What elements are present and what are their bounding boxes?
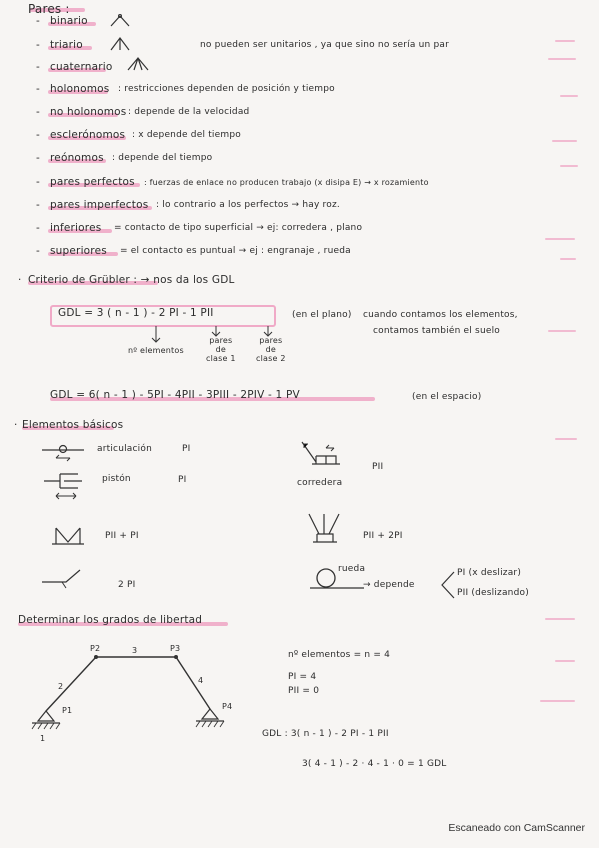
corredera-label: corredera [297, 478, 343, 488]
piston-p: PI [178, 475, 187, 485]
formula-space: GDL = 6( n - 1 ) - 5PI - 4PII - 3PIII - 2PIV - 1 PV [50, 389, 300, 401]
label-p2: P2 [90, 644, 101, 653]
par-no-holonomos: no holonomos [50, 106, 127, 118]
formula-plane: GDL = 3 ( n - 1 ) - 2 PI - 1 PII [58, 307, 214, 319]
reonomos-desc: : depende del tiempo [112, 153, 213, 163]
inferiores-desc: = contacto de tipo superficial → ej: corredera , plano [114, 223, 363, 233]
double-slider-icon [305, 512, 345, 548]
depende-label: → depende [363, 580, 415, 590]
gdl-calculation: 3( 4 - 1 ) - 2 · 4 - 1 · 0 = 1 GDL [302, 759, 447, 769]
label-link-3: 3 [132, 646, 138, 655]
binario-symbol-icon [108, 12, 138, 32]
label-pares-clase-2: pares de clase 2 [256, 336, 286, 363]
par-triario: triario [50, 39, 83, 51]
triario-note: no pueden ser unitarios , ya que sino no sería un par [200, 40, 450, 50]
par-holonomos: holonomos [50, 83, 110, 95]
escleronomos-desc: : x depende del tiempo [132, 130, 241, 140]
rigid-angle-icon [40, 568, 90, 598]
no-holonomos-desc: : depende de la velocidad [128, 107, 250, 117]
corredera-p: PII [372, 462, 384, 472]
m-combo: PII + PI [105, 531, 139, 541]
brace-icon [440, 570, 456, 600]
par-escleronomos: esclerónomos [50, 129, 126, 141]
label-link-2: 2 [58, 682, 64, 691]
note-line-2: contamos también el suelo [373, 326, 500, 336]
imperfectos-desc: : lo contrario a los perfectos → hay roz. [156, 200, 340, 210]
plane-note: (en el plano) [292, 310, 352, 320]
label-pares-clase-1: pares de clase 1 [206, 336, 236, 363]
par-perfectos: pares perfectos [50, 176, 135, 188]
label-p1: P1 [62, 706, 73, 715]
par-binario: binario [50, 15, 88, 27]
scanner-watermark: Escaneado con CamScanner [448, 822, 585, 834]
note-line-1: cuando contamos los elementos, [363, 310, 518, 320]
piston-icon [42, 470, 92, 500]
rueda-label: rueda [338, 564, 366, 574]
elementos-heading: Elementos básicos [22, 419, 124, 431]
par-superiores: superiores [50, 245, 107, 257]
triario-symbol-icon [108, 34, 138, 56]
label-n-elements: nº elementos [128, 346, 184, 355]
mechanism-diagram [30, 645, 233, 745]
par-reonomos: reónomos [50, 152, 104, 164]
rueda-option-1: PI (x deslizar) [457, 568, 522, 578]
m-joint-icon [50, 522, 90, 550]
par-cuaternario: cuaternario [50, 61, 113, 73]
label-p3: P3 [170, 644, 181, 653]
perfectos-desc: : fuerzas de enlace no producen trabajo (x disipa E) → x rozamiento [144, 178, 429, 187]
cuaternario-symbol-icon [126, 54, 156, 76]
gdl-formula: GDL : 3( n - 1 ) - 2 PI - 1 PII [262, 729, 389, 739]
par-inferiores: inferiores [50, 222, 102, 234]
p2-count: PII = 0 [288, 686, 320, 696]
space-note: (en el espacio) [412, 392, 482, 402]
label-link-4: 4 [198, 676, 204, 685]
label-ground-1: 1 [40, 734, 46, 743]
grubler-heading: Criterio de Grübler : → nos da los GDL [28, 274, 235, 286]
notebook-page: Pares : - binario - triario no pueden ser unitarios , ya que sino no sería un par - cuaternario - holonomos : restricciones dependen de posición y tiempo - no holonomos : depende de la velocidad - esclerónomos : x depende del tiempo - reónomos : depende del tiempo - pares perfectos : fuerzas de enlace no producen trabajo (x disipa E) → x rozamiento - pares imperfectos : lo contrario a los perfectos → hay roz. - inferiores = contacto de tipo superficial → ej: corredera , plano - superiores = el contacto es puntual → ej : engranaje , rueda · Criterio de Grübler : → nos da los GDL GDL = 3 ( n - 1 ) - 2 PI - 1 PII (en el plano) cuando contamos los elementos, contamos también el suelo nº elementos pares de clase 1 pares de clase 2 GDL = 6( n - 1 ) - 5PI - 4PII - 3PIII - 2PIV - 1 PV (en el espacio) · Elementos básicos articulación PI pistón PI corredera PII PII + PI PII + 2PI 2 PI rueda → depende PI (x deslizar) PII (deslizando) Determinar los grados de libertad P2 3 P3 2 4 P1 P4 1 nº elementos = n = 4 PI = 4 PII = 0 GDL : 3( n - 1 ) - 2 PI - 1 PII 3( 4 - 1 ) - 2 · 4 - 1 · 0 = 1 GDL Escaneado con CamScanner [0, 0, 599, 848]
piston-label: pistón [102, 474, 131, 484]
articulacion-p: PI [182, 444, 191, 454]
m2-combo: PII + 2PI [363, 531, 403, 541]
angle-p: 2 PI [118, 580, 136, 590]
label-p4: P4 [222, 702, 233, 711]
articulacion-label: articulación [97, 444, 152, 454]
ejercicio-heading: Determinar los grados de libertad [18, 614, 203, 626]
n-elements-line: nº elementos = n = 4 [288, 650, 391, 660]
page-title: Pares : [28, 2, 70, 16]
par-imperfectos: pares imperfectos [50, 199, 149, 211]
holonomos-desc: : restricciones dependen de posición y tiempo [118, 84, 335, 94]
superiores-desc: = el contacto es puntual → ej : engranaje , rueda [120, 246, 351, 256]
rueda-option-2: PII (deslizando) [457, 588, 529, 598]
articulacion-icon [40, 440, 90, 464]
p1-count: PI = 4 [288, 672, 317, 682]
corredera-icon [300, 440, 350, 476]
